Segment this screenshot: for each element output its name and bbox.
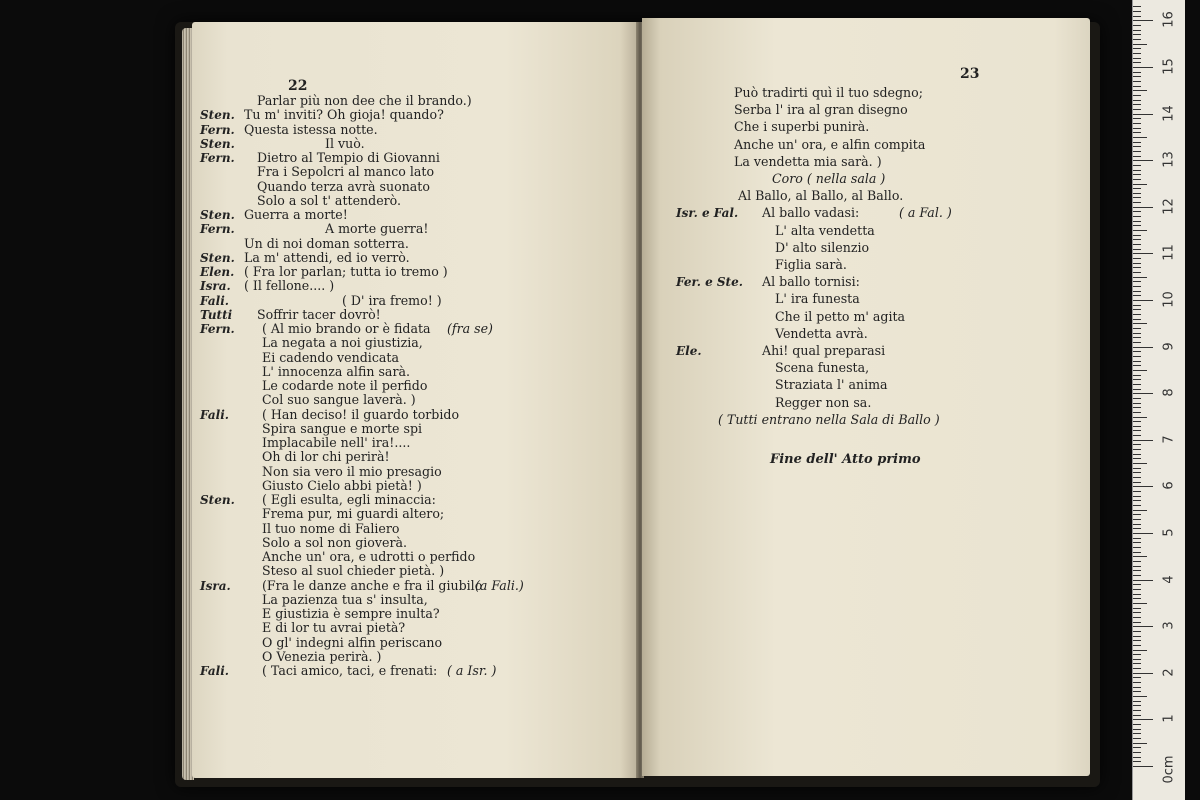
ruler-tick <box>1133 72 1141 73</box>
verse-text: Fra i Sepolcri al manco lato <box>257 164 435 180</box>
speaker-label: Sten. <box>200 108 235 123</box>
ruler-tick <box>1133 235 1141 236</box>
verse-text: Giusto Cielo abbi pietà! ) <box>262 477 422 493</box>
ruler-tick <box>1133 90 1147 91</box>
verse-text: La vendetta mia sarà. ) <box>734 153 882 169</box>
ruler-tick <box>1133 463 1147 464</box>
verse-text: Col suo sangue laverà. ) <box>262 392 416 408</box>
ruler-tick <box>1133 645 1141 646</box>
ruler-tick <box>1133 542 1141 543</box>
ruler-tick <box>1133 151 1141 152</box>
speaker-label: Fern. <box>200 122 235 137</box>
ruler-label: 1 <box>1161 714 1177 724</box>
text-line <box>642 136 1082 154</box>
ruler-tick <box>1133 20 1153 21</box>
verse-text: Solo a sol t' attenderò. <box>257 192 402 208</box>
text-line <box>642 187 1082 205</box>
verse-text: La m' attendi, ed io verrò. <box>244 249 410 265</box>
ruler-tick <box>1133 440 1153 441</box>
ruler-tick <box>1133 435 1141 436</box>
ruler-tick <box>1133 729 1141 730</box>
ruler-tick <box>1133 67 1153 68</box>
text-line <box>642 118 1082 136</box>
verse-text: Tu m' inviti? Oh gioja! quando? <box>244 107 444 123</box>
text-line <box>642 84 1082 102</box>
verse-text: Le codarde note il perfido <box>262 378 428 393</box>
ruler-label: 0cm <box>1161 755 1177 784</box>
text-line <box>642 290 1082 308</box>
ruler-tick <box>1133 561 1141 562</box>
ruler-label: 9 <box>1161 341 1177 351</box>
ruler-tick <box>1133 267 1141 268</box>
text-line <box>642 342 1082 360</box>
ruler-tick <box>1133 253 1153 254</box>
ruler-tick <box>1133 239 1141 240</box>
verse-text: A morte guerra! <box>325 221 429 237</box>
ruler-tick <box>1133 258 1141 259</box>
ruler-tick <box>1133 547 1141 548</box>
ruler-tick <box>1133 281 1141 282</box>
ruler-tick <box>1133 118 1141 119</box>
ruler-tick <box>1133 556 1147 557</box>
left-page-number: 22 <box>288 78 308 94</box>
verse-text: L' alta vendetta <box>775 222 875 238</box>
verse-text: E giustizia è sempre inulta? <box>262 606 440 621</box>
ruler-tick <box>1133 636 1141 637</box>
ruler-tick <box>1133 230 1147 231</box>
verse-text: Non sia vero il mio presagio <box>262 463 442 479</box>
ruler-tick <box>1133 156 1141 157</box>
verse-text: La pazienza tua s' insulta, <box>262 591 428 607</box>
ruler-tick <box>1133 333 1141 334</box>
ruler-tick <box>1133 715 1141 716</box>
left-page <box>192 22 638 778</box>
ruler-tick <box>1133 766 1153 767</box>
text-line <box>642 325 1082 343</box>
ruler-tick <box>1133 682 1141 683</box>
ruler-tick <box>1133 370 1147 371</box>
ruler-tick <box>1133 11 1141 12</box>
ruler-tick <box>1133 743 1147 744</box>
ruler-tick <box>1133 62 1141 63</box>
ruler-tick <box>1133 384 1141 385</box>
ruler-tick <box>1133 211 1141 212</box>
ruler-tick <box>1133 472 1141 473</box>
ruler-tick <box>1133 589 1141 590</box>
ruler-tick <box>1133 444 1141 445</box>
ruler-tick <box>1133 365 1141 366</box>
ruler-tick <box>1133 514 1141 515</box>
verse-text: Parlar più non dee che il brando.) <box>257 93 472 108</box>
verse-text: Oh di lor chi perirà! <box>262 449 390 465</box>
ruler-tick <box>1133 323 1147 324</box>
ruler-tick <box>1133 291 1141 292</box>
speaker-label: Sten. <box>200 208 235 222</box>
ruler-tick <box>1133 6 1141 7</box>
verse-text: L' innocenza alfin sarà. <box>262 363 410 379</box>
right-page-number: 23 <box>960 66 980 82</box>
ruler-tick <box>1133 207 1153 208</box>
ruler-tick <box>1133 603 1147 604</box>
ruler-tick <box>1133 58 1141 59</box>
ruler-tick <box>1133 533 1153 534</box>
text-line <box>642 411 1082 429</box>
ruler-tick <box>1133 160 1153 161</box>
verse-text: Spira sangue e morte spi <box>262 420 423 436</box>
ruler-tick <box>1133 300 1153 301</box>
verse-text: Al ballo tornisi: <box>762 274 860 290</box>
verse-text: Soffrir tacer dovrò! <box>257 306 381 322</box>
stage-direction: (a Fali.) <box>475 577 524 593</box>
ruler-tick <box>1133 705 1141 706</box>
ruler-tick <box>1133 403 1141 404</box>
ruler-tick <box>1133 673 1153 674</box>
ruler-tick <box>1133 640 1141 641</box>
text-line <box>642 359 1082 377</box>
verse-text: Che i superbi punirà. <box>734 119 870 135</box>
ruler-tick <box>1133 30 1141 31</box>
ruler-tick <box>1133 132 1141 133</box>
text-line <box>642 170 1082 188</box>
speaker-label: Ele. <box>676 344 702 358</box>
ruler-tick <box>1133 184 1147 185</box>
verse-text: Vendetta avrà. <box>775 325 868 341</box>
ruler-tick <box>1133 314 1141 315</box>
text-line <box>642 394 1082 412</box>
ruler-tick <box>1133 86 1141 87</box>
text-line <box>642 204 1082 222</box>
speaker-label: Sten. <box>200 493 235 507</box>
ruler-tick <box>1133 524 1141 525</box>
verse-text: Regger non sa. <box>775 394 872 410</box>
ruler-tick <box>1133 454 1141 455</box>
ruler-label: 15 <box>1161 58 1177 75</box>
speaker-label: Fali. <box>200 664 229 678</box>
ruler-tick <box>1133 286 1141 287</box>
verse-text: Può tradirti quì il tuo sdegno; <box>734 85 923 100</box>
ruler-tick <box>1133 379 1141 380</box>
verse-text: Steso al suol chieder pietà. ) <box>262 563 445 579</box>
verse-text: ( Fra lor parlan; tutta io tremo ) <box>244 264 448 279</box>
stage-direction: (fra se) <box>447 321 493 336</box>
ruler-tick <box>1133 34 1141 35</box>
verse-text: Solo a sol non gioverà. <box>262 534 407 550</box>
ruler-tick <box>1133 584 1141 585</box>
verse-text: Che il petto m' agita <box>775 308 906 324</box>
ruler-tick <box>1133 659 1141 660</box>
verse-text: Ahi! qual preparasi <box>762 343 886 358</box>
ruler-label: 7 <box>1161 435 1177 444</box>
verse-text: O Venezia perirà. ) <box>262 648 382 664</box>
verse-text: ( Al mio brando or è fidata <box>262 321 431 336</box>
ruler-tick <box>1133 650 1147 651</box>
speaker-label: Sten. <box>200 136 235 151</box>
ruler-label: 16 <box>1161 11 1177 29</box>
ruler-tick <box>1133 202 1141 203</box>
verse-text: Guerra a morte! <box>244 207 348 222</box>
ruler-tick <box>1133 710 1141 711</box>
ruler-tick <box>1133 123 1141 124</box>
ruler-tick <box>1133 412 1141 413</box>
verse-text: Al ballo vadasi: <box>762 205 860 221</box>
verse-text: Figlia sarà. <box>775 257 847 272</box>
ruler-tick <box>1133 375 1141 376</box>
ruler-tick <box>1133 598 1141 599</box>
ruler-tick <box>1133 668 1141 669</box>
ruler-label: 13 <box>1161 151 1177 168</box>
verse-text: D' alto silenzio <box>775 239 870 255</box>
verse-text: Ei cadendo vendicata <box>262 349 399 365</box>
ruler-tick <box>1133 114 1153 115</box>
ruler-tick <box>1133 426 1141 427</box>
speaker-label: Elen. <box>200 265 235 279</box>
ruler-label: 10 <box>1161 291 1177 308</box>
text-line <box>642 273 1082 291</box>
ruler-tick <box>1133 165 1141 166</box>
ruler-tick <box>1133 53 1141 54</box>
ruler-label: 3 <box>1161 621 1177 630</box>
ruler-tick <box>1133 319 1141 320</box>
verse-text: Dietro al Tempio di Giovanni <box>257 150 440 165</box>
verse-text: E di lor tu avrai pietà? <box>262 620 406 636</box>
ruler-tick <box>1133 188 1141 189</box>
ruler-tick <box>1133 39 1141 40</box>
ruler-tick <box>1133 142 1141 143</box>
text-line <box>642 256 1082 274</box>
ruler-tick <box>1133 477 1141 478</box>
right-page <box>642 18 1090 776</box>
verse-text: ( Taci amico, taci, e frenati: <box>262 663 438 678</box>
ruler-tick <box>1133 100 1141 101</box>
verse-text: O gl' indegni alfin periscano <box>262 634 443 650</box>
speaker-label: Fali. <box>200 293 229 308</box>
ruler-tick <box>1133 216 1141 217</box>
ruler-tick <box>1133 170 1141 171</box>
ruler-tick <box>1133 482 1141 483</box>
ruler-tick <box>1133 654 1141 655</box>
verse-text: Al Ballo, al Ballo, al Ballo. <box>738 188 904 204</box>
ruler-tick <box>1133 263 1141 264</box>
ruler-tick <box>1133 244 1141 245</box>
ruler-label: 12 <box>1161 198 1177 215</box>
ruler-tick <box>1133 398 1141 399</box>
ruler-tick <box>1133 491 1141 492</box>
verse-text: Scena funesta, <box>775 360 870 376</box>
ruler-tick <box>1133 496 1141 497</box>
ruler-tick <box>1133 528 1141 529</box>
ruler-tick <box>1133 351 1141 352</box>
ruler-tick <box>1133 193 1141 194</box>
ruler-label: 6 <box>1161 481 1177 491</box>
ruler-tick <box>1133 347 1153 348</box>
ruler-tick <box>1133 81 1141 82</box>
verse-text: L' ira funesta <box>775 291 860 307</box>
ruler-tick <box>1133 458 1141 459</box>
verse-text: (Fra le danze anche e fra il giubilo <box>262 577 483 593</box>
ruler-tick <box>1133 342 1141 343</box>
ruler-tick <box>1133 724 1141 725</box>
ruler-tick <box>1133 719 1153 720</box>
ruler-tick <box>1133 137 1147 138</box>
ruler-tick <box>1133 146 1141 147</box>
ruler-tick <box>1133 76 1141 77</box>
ruler-tick <box>1133 249 1141 250</box>
ruler-tick <box>1133 733 1141 734</box>
ruler-tick <box>1133 328 1141 329</box>
ruler-tick <box>1133 197 1141 198</box>
ruler-tick <box>1133 552 1141 553</box>
ruler-tick <box>1133 128 1141 129</box>
verse-text: Quando terza avrà suonato <box>257 178 430 194</box>
ruler-tick <box>1133 430 1141 431</box>
verse-text: Serba l' ira al gran disegno <box>734 102 908 118</box>
verse-text: La negata a noi giustizia, <box>262 335 423 351</box>
ruler-tick <box>1133 594 1141 595</box>
ruler-tick <box>1133 663 1141 664</box>
ruler-label: 8 <box>1161 388 1177 397</box>
ruler-tick <box>1133 677 1141 678</box>
text-line <box>192 662 632 680</box>
verse-text: Anche un' ora, e alfin compita <box>734 136 926 152</box>
end-of-act-text: Fine dell' Atto primo <box>770 452 921 467</box>
ruler-tick <box>1133 221 1141 222</box>
ruler-label: 5 <box>1161 528 1177 537</box>
ruler-tick <box>1133 691 1141 692</box>
text-line <box>642 222 1082 240</box>
ruler-tick <box>1133 16 1141 17</box>
ruler-tick <box>1133 761 1141 762</box>
ruler-tick <box>1133 519 1141 520</box>
ruler-tick <box>1133 174 1141 175</box>
ruler-tick <box>1133 468 1141 469</box>
ruler-tick <box>1133 389 1141 390</box>
speaker-label: Fern. <box>200 151 235 165</box>
ruler-tick <box>1133 48 1141 49</box>
ruler-tick <box>1133 580 1153 581</box>
ruler-tick <box>1133 626 1153 627</box>
text-line <box>642 153 1082 171</box>
ruler-tick <box>1133 538 1141 539</box>
speaker-label: Isr. e Fal. <box>676 206 739 221</box>
ruler-tick <box>1133 701 1141 702</box>
ruler-tick <box>1133 687 1141 688</box>
ruler-tick <box>1133 272 1141 273</box>
ruler-tick <box>1133 505 1141 506</box>
speaker-label: Tutti <box>200 307 233 322</box>
ruler-tick <box>1133 407 1141 408</box>
ruler-tick <box>1133 738 1141 739</box>
ruler-tick <box>1133 356 1141 357</box>
verse-text: Anche un' ora, e udrotti o perfido <box>262 549 476 564</box>
verse-text: ( Tutti entrano nella Sala di Ballo ) <box>718 411 940 427</box>
verse-text: ( D' ira fremo! ) <box>342 292 442 308</box>
ruler-tick <box>1133 361 1141 362</box>
speaker-label: Fali. <box>200 407 229 422</box>
ruler-tick <box>1133 417 1147 418</box>
speaker-label: Isra. <box>200 578 231 593</box>
ruler-tick <box>1133 612 1141 613</box>
speaker-label: Isra. <box>200 279 231 294</box>
ruler-tick <box>1133 449 1141 450</box>
verse-text: Il tuo nome di Faliero <box>262 520 400 536</box>
verse-text: Implacabile nell' ira!.... <box>262 435 411 450</box>
ruler-label: 11 <box>1161 244 1177 262</box>
ruler-tick <box>1133 696 1147 697</box>
ruler-tick <box>1133 747 1141 748</box>
ruler-tick <box>1133 500 1141 501</box>
speaker-label: Fern. <box>200 222 235 237</box>
ruler-label: 4 <box>1161 574 1177 584</box>
ruler-tick <box>1133 421 1141 422</box>
verse-text: Un di noi doman sotterra. <box>244 235 409 251</box>
stage-direction: ( a Fal. ) <box>899 205 952 221</box>
ruler-tick <box>1133 95 1141 96</box>
verse-text: Frema pur, mi guardi altero; <box>262 506 445 522</box>
ruler-tick <box>1133 510 1147 511</box>
measuring-ruler <box>1132 0 1185 800</box>
ruler-tick <box>1133 631 1141 632</box>
verse-text: Il vuò. <box>325 135 365 151</box>
text-line <box>642 101 1082 119</box>
verse-text: ( Il fellone.... ) <box>244 278 335 294</box>
text-line <box>642 308 1082 326</box>
ruler-tick <box>1133 752 1141 753</box>
ruler-tick <box>1133 179 1141 180</box>
ruler-label: 14 <box>1161 104 1177 122</box>
ruler-tick <box>1133 486 1153 487</box>
speaker-label: Sten. <box>200 250 235 265</box>
ruler-tick <box>1133 617 1141 618</box>
verse-text: Questa istessa notte. <box>244 121 378 137</box>
stage-direction: ( a Isr. ) <box>447 663 497 678</box>
ruler-tick <box>1133 309 1141 310</box>
text-line <box>642 376 1082 394</box>
ruler-tick <box>1133 109 1141 110</box>
verse-text: ( Egli esulta, egli minaccia: <box>262 492 436 507</box>
ruler-label: 2 <box>1161 668 1177 677</box>
text-line <box>642 239 1082 257</box>
verse-text: ( Han deciso! il guardo torbido <box>262 406 460 422</box>
ruler-tick <box>1133 25 1141 26</box>
ruler-tick <box>1133 44 1147 45</box>
ruler-tick <box>1133 225 1141 226</box>
ruler-tick <box>1133 575 1141 576</box>
speaker-label: Fer. e Ste. <box>676 275 743 290</box>
verse-text: Coro ( nella sala ) <box>772 171 886 186</box>
ruler-tick <box>1133 622 1141 623</box>
ruler-tick <box>1133 757 1141 758</box>
ruler-tick <box>1133 337 1141 338</box>
ruler-tick <box>1133 608 1141 609</box>
verse-text: Straziata l' anima <box>775 377 888 393</box>
ruler-tick <box>1133 570 1141 571</box>
ruler-tick <box>1133 566 1141 567</box>
ruler-tick <box>1133 277 1147 278</box>
speaker-label: Fern. <box>200 322 235 336</box>
ruler-tick <box>1133 305 1141 306</box>
ruler-tick <box>1133 393 1153 394</box>
ruler-tick <box>1133 104 1141 105</box>
ruler-tick <box>1133 295 1141 296</box>
